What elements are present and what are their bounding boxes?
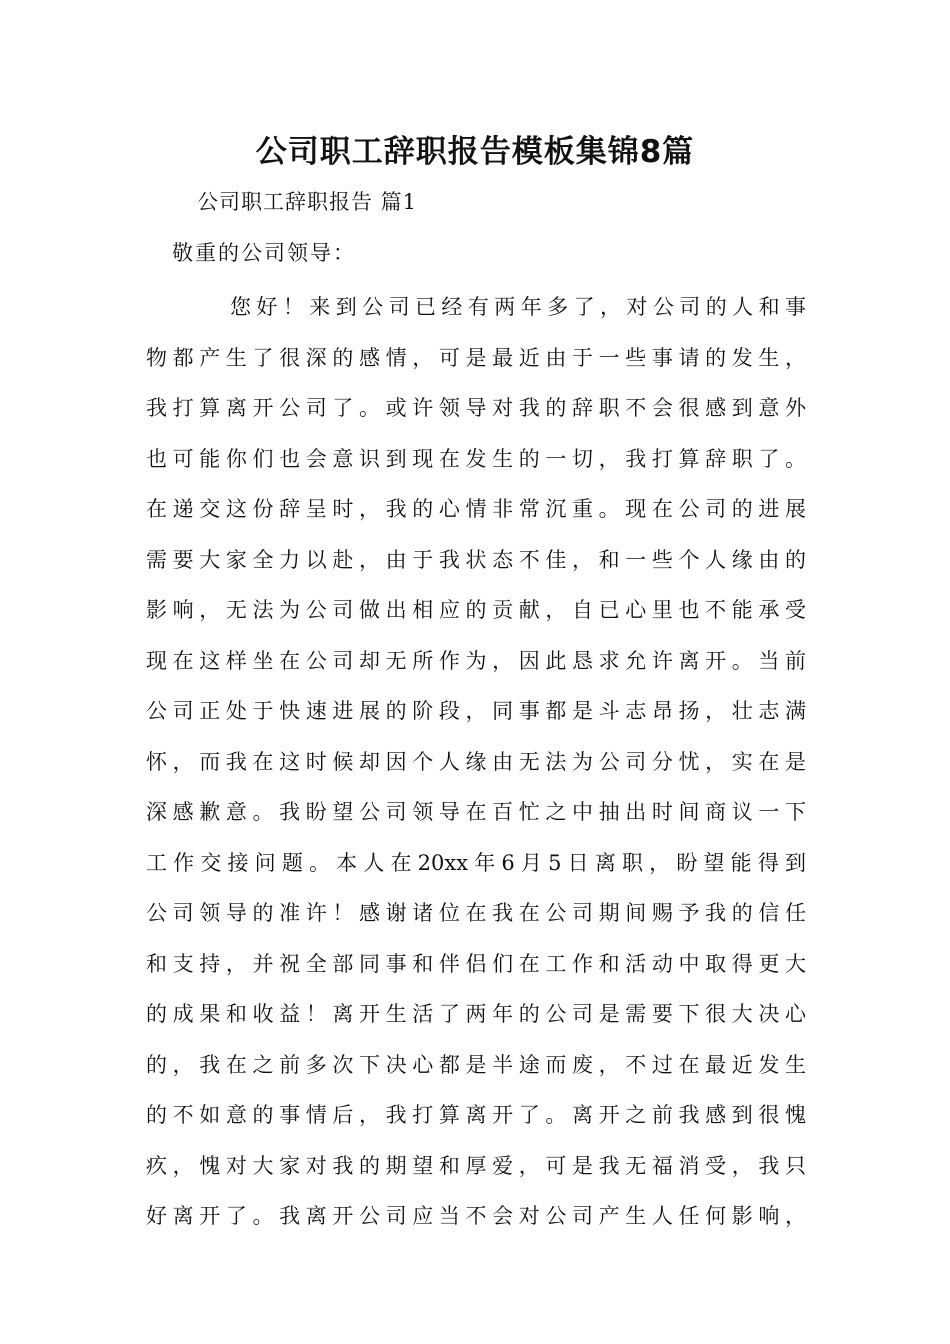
body-line: 也可能你们也会意识到现在发生的一切，我打算辞职了。 — [146, 446, 806, 471]
body-line: 的，我在之前多次下决心都是半途而废，不过在最近发生 — [146, 1052, 806, 1077]
body-line: 好离开了。我离开公司应当不会对公司产生人任何影响， — [146, 1204, 806, 1228]
body-line: 需要大家全力以赴，由于我状态不佳，和一些个人缘由的 — [146, 547, 806, 572]
body-line: 工作交接问题。本人在20xx年6月5日离职，盼望能得到 — [146, 850, 806, 875]
body-text — [146, 282, 806, 1242]
body-line: 您好！来到公司已经有两年多了，对公司的人和事 — [230, 295, 806, 319]
body-line: 深感歉意。我盼望公司领导在百忙之中抽出时间商议一下 — [146, 800, 806, 824]
body-line: 公司正处于快速进展的阶段，同事都是斗志昂扬，壮志满 — [146, 699, 806, 723]
body-line: 公司领导的准许！感谢诸位在我在公司期间赐予我的信任 — [146, 901, 806, 925]
document-title: 公司职工辞职报告模板集锦8篇 — [255, 134, 695, 170]
salutation: 敬重的公司领导： — [172, 241, 356, 265]
body-line: 影响，无法为公司做出相应的贡献，自已心里也不能承受 — [146, 598, 806, 622]
body-line: 我打算离开公司了。或许领导对我的辞职不会很感到意外 — [146, 396, 806, 420]
body-line: 的成果和收益！离开生活了两年的公司是需要下很大决心 — [146, 1002, 806, 1026]
body-line: 的不如意的事情后，我打算离开了。离开之前我感到很愧 — [146, 1103, 806, 1127]
body-line: 在递交这份辞呈时，我的心情非常沉重。现在公司的进展 — [146, 497, 806, 521]
body-line: 物都产生了很深的感情，可是最近由于一些事请的发生， — [146, 345, 806, 370]
body-line: 和支持，并祝全部同事和伴侣们在工作和活动中取得更大 — [146, 951, 806, 976]
body-line: 现在这样坐在公司却无所作为，因此恳求允许离开。当前 — [146, 648, 806, 673]
body-line: 怀，而我在这时候却因个人缘由无法为公司分忧，实在是 — [146, 749, 806, 774]
section-heading: 公司职工辞职报告 篇1 — [197, 190, 418, 214]
body-line: 疚，愧对大家对我的期望和厚爱，可是我无福消受，我只 — [146, 1153, 806, 1178]
